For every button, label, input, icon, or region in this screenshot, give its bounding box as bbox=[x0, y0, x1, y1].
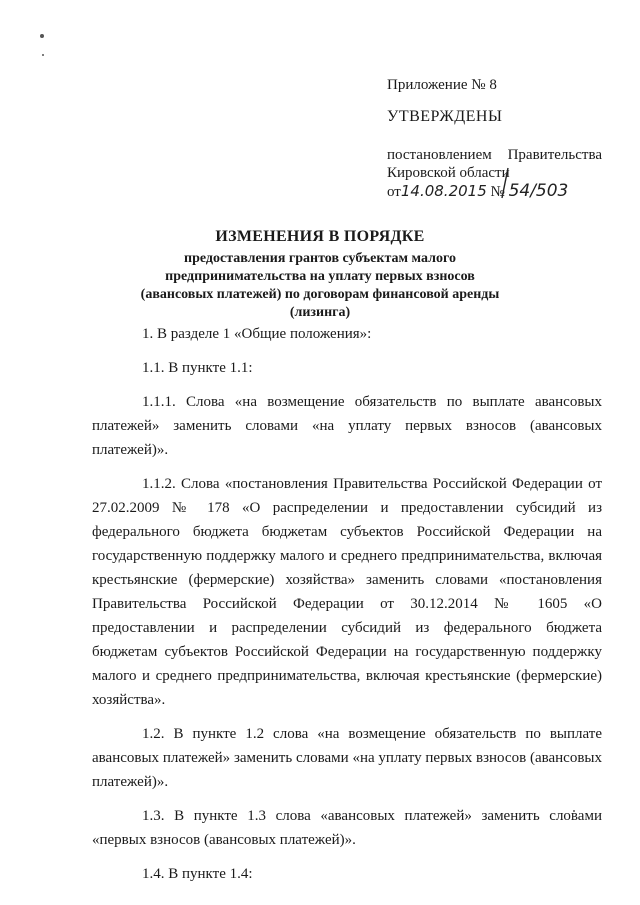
document-subtitle: предоставления грантов субъектам малого предпринимательства на уплату первых взносов (авансовых платежей) по договорам финансовой аренды (лизинга) bbox=[140, 251, 500, 320]
paragraph: 1. В разделе 1 «Общие положения»: bbox=[142, 326, 372, 342]
paragraph: 1.1.2. Слова «постановления Правительства Российской Федерации от 27.02.2009 № 178 «О распределении и предоставлении субсидий из федерального бюджета бюджетам субъектов Российской Федерации на государственную поддержку малого и среднего предпринимательства, включая крестьянские (фермерские) хозяйства» заменить словами «постановления Правительства Российской Федерации от 30.12.2014 № 1605 «О предоставлении и распределении субсидий из федерального бюджета бюджетам субъектов Российской Федерации на государственную поддержку малого и среднего предпринимательства, включая крестьянские (фермерские) хозяйства». bbox=[92, 476, 602, 708]
government-word: Правительства bbox=[507, 147, 602, 163]
paragraph: 1.1.1. Слова «на возмещение обязательств по выплате авансовых платежей» заменить словами «на уплату первых взносов (авансовых платежей)». bbox=[92, 394, 602, 458]
handwritten-number: 54/503 bbox=[508, 181, 569, 201]
paragraph: 1.3. В пункте 1.3 слова «авансовых платежей» заменить словами «первых взносов (авансовых платежей)». bbox=[92, 808, 602, 848]
decree-word: постановлением bbox=[387, 147, 492, 163]
pen-stroke-mark bbox=[498, 166, 512, 200]
handwritten-date: 14.08.2015 bbox=[400, 182, 487, 200]
number-sign: № bbox=[490, 184, 505, 200]
document-title: ИЗМЕНЕНИЯ В ПОРЯДКЕ bbox=[215, 228, 425, 245]
region-name: Кировской области bbox=[387, 165, 510, 181]
paragraph: 1.1. В пункте 1.1: bbox=[142, 360, 253, 376]
approved-label: УТВЕРЖДЕНЫ bbox=[387, 108, 503, 125]
decree-line bbox=[387, 146, 602, 164]
date-prefix: от bbox=[387, 184, 401, 200]
scan-speck bbox=[42, 54, 44, 56]
document-body bbox=[92, 322, 602, 886]
paragraph: 1.2. В пункте 1.2 слова «на возмещение обязательств по выплате авансовых платежей» заменить словами «на уплату первых взносов (авансовых платежей)». bbox=[92, 726, 602, 790]
appendix-label: Приложение № 8 bbox=[387, 77, 497, 93]
paragraph: 1.4. В пункте 1.4: bbox=[142, 866, 253, 882]
decree-date-line bbox=[387, 182, 568, 201]
scan-speck bbox=[40, 34, 44, 38]
